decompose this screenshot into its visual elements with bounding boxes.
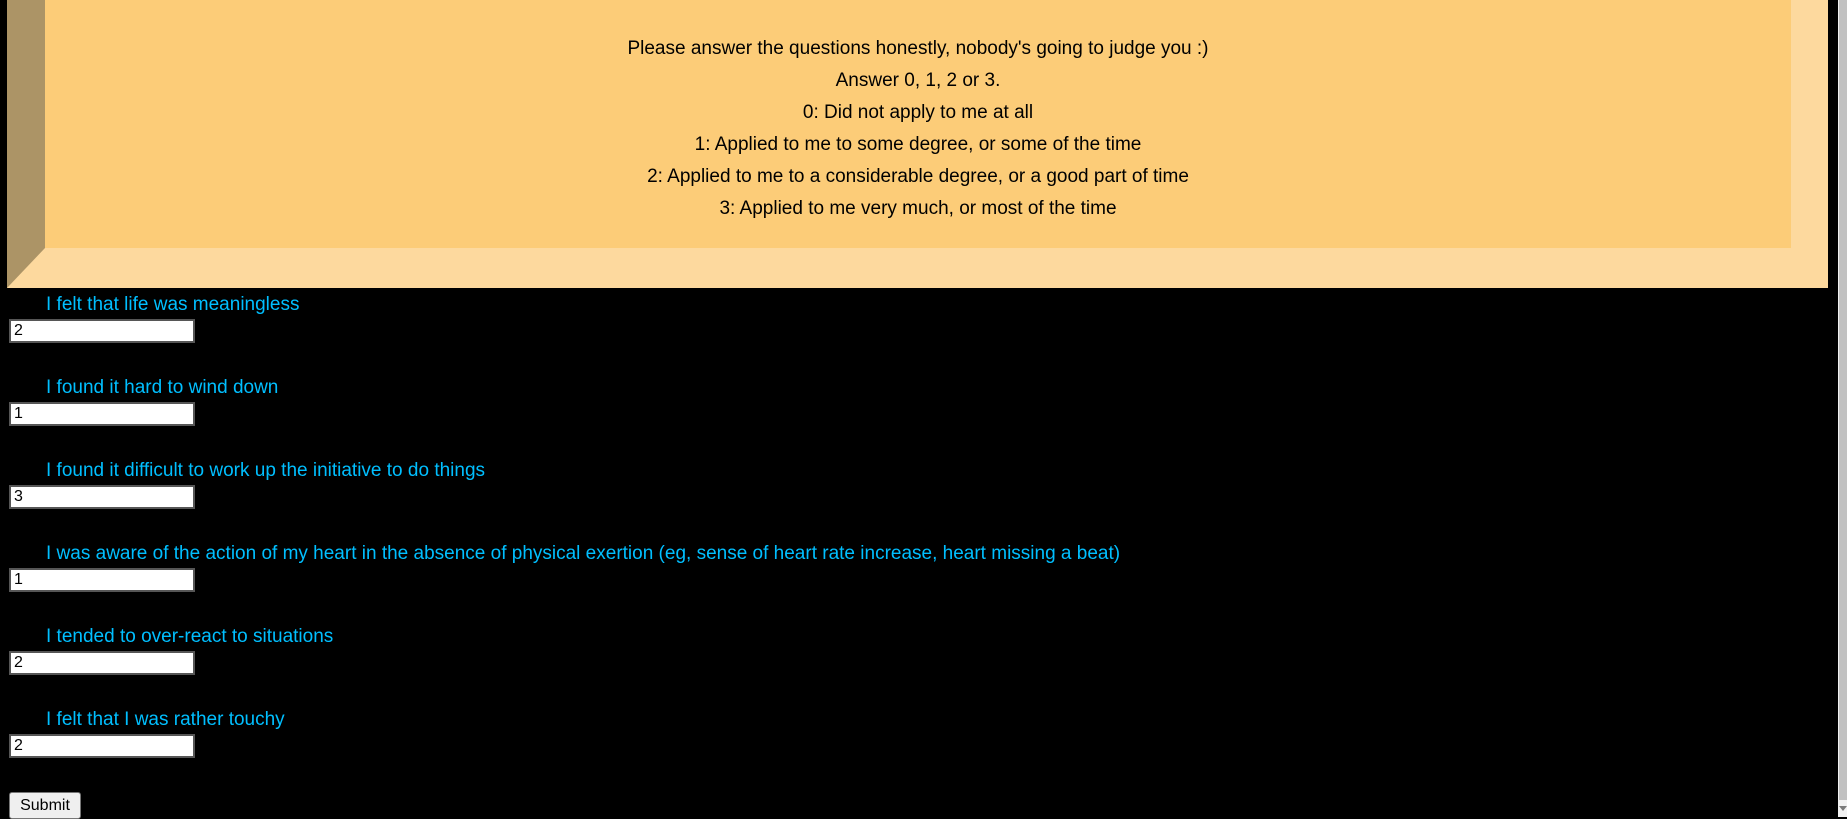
question-label: I found it hard to wind down [46, 377, 279, 398]
question-row [0, 460, 1838, 509]
question-row [0, 709, 1838, 758]
instructions-line: 0: Did not apply to me at all [802, 102, 1034, 123]
question-row [0, 294, 1838, 343]
instructions-line: 1: Applied to me to some degree, or some of the time [694, 134, 1142, 155]
question-answer-input[interactable] [9, 485, 195, 509]
scrollbar-down-button[interactable] [1838, 800, 1847, 817]
question-answer-input[interactable] [9, 568, 195, 592]
question-answer-input[interactable] [9, 319, 195, 343]
submit-button[interactable]: Submit [9, 792, 81, 819]
instructions-line: 2: Applied to me to a considerable degree, or a good part of time [647, 166, 1189, 187]
question-row [0, 377, 1838, 426]
question-answer-input[interactable] [9, 734, 195, 758]
instructions-line: Answer 0, 1, 2 or 3. [835, 70, 1001, 91]
instructions-panel [7, 0, 1828, 288]
chevron-down-icon [1839, 806, 1847, 811]
question-label: I was aware of the action of my heart in the absence of physical exertion (eg, sense of heart rate increase, heart missing a beat) [46, 543, 1121, 564]
question-row [0, 626, 1838, 675]
questionnaire-form [0, 294, 1838, 819]
scrollbar-thumb[interactable] [1839, 0, 1847, 800]
instructions-line: 3: Applied to me very much, or most of the time [719, 198, 1117, 219]
question-answer-input[interactable] [9, 402, 195, 426]
question-label: I tended to over-react to situations [46, 626, 334, 647]
question-label: I felt that life was meaningless [46, 294, 300, 315]
scrollbar[interactable] [1838, 0, 1847, 817]
question-label: I found it difficult to work up the initiative to do things [46, 460, 486, 481]
instructions-line: Please answer the questions honestly, nobody's going to judge you :) [627, 38, 1209, 59]
question-label: I felt that I was rather touchy [46, 709, 285, 730]
question-row [0, 543, 1838, 592]
question-answer-input[interactable] [9, 651, 195, 675]
